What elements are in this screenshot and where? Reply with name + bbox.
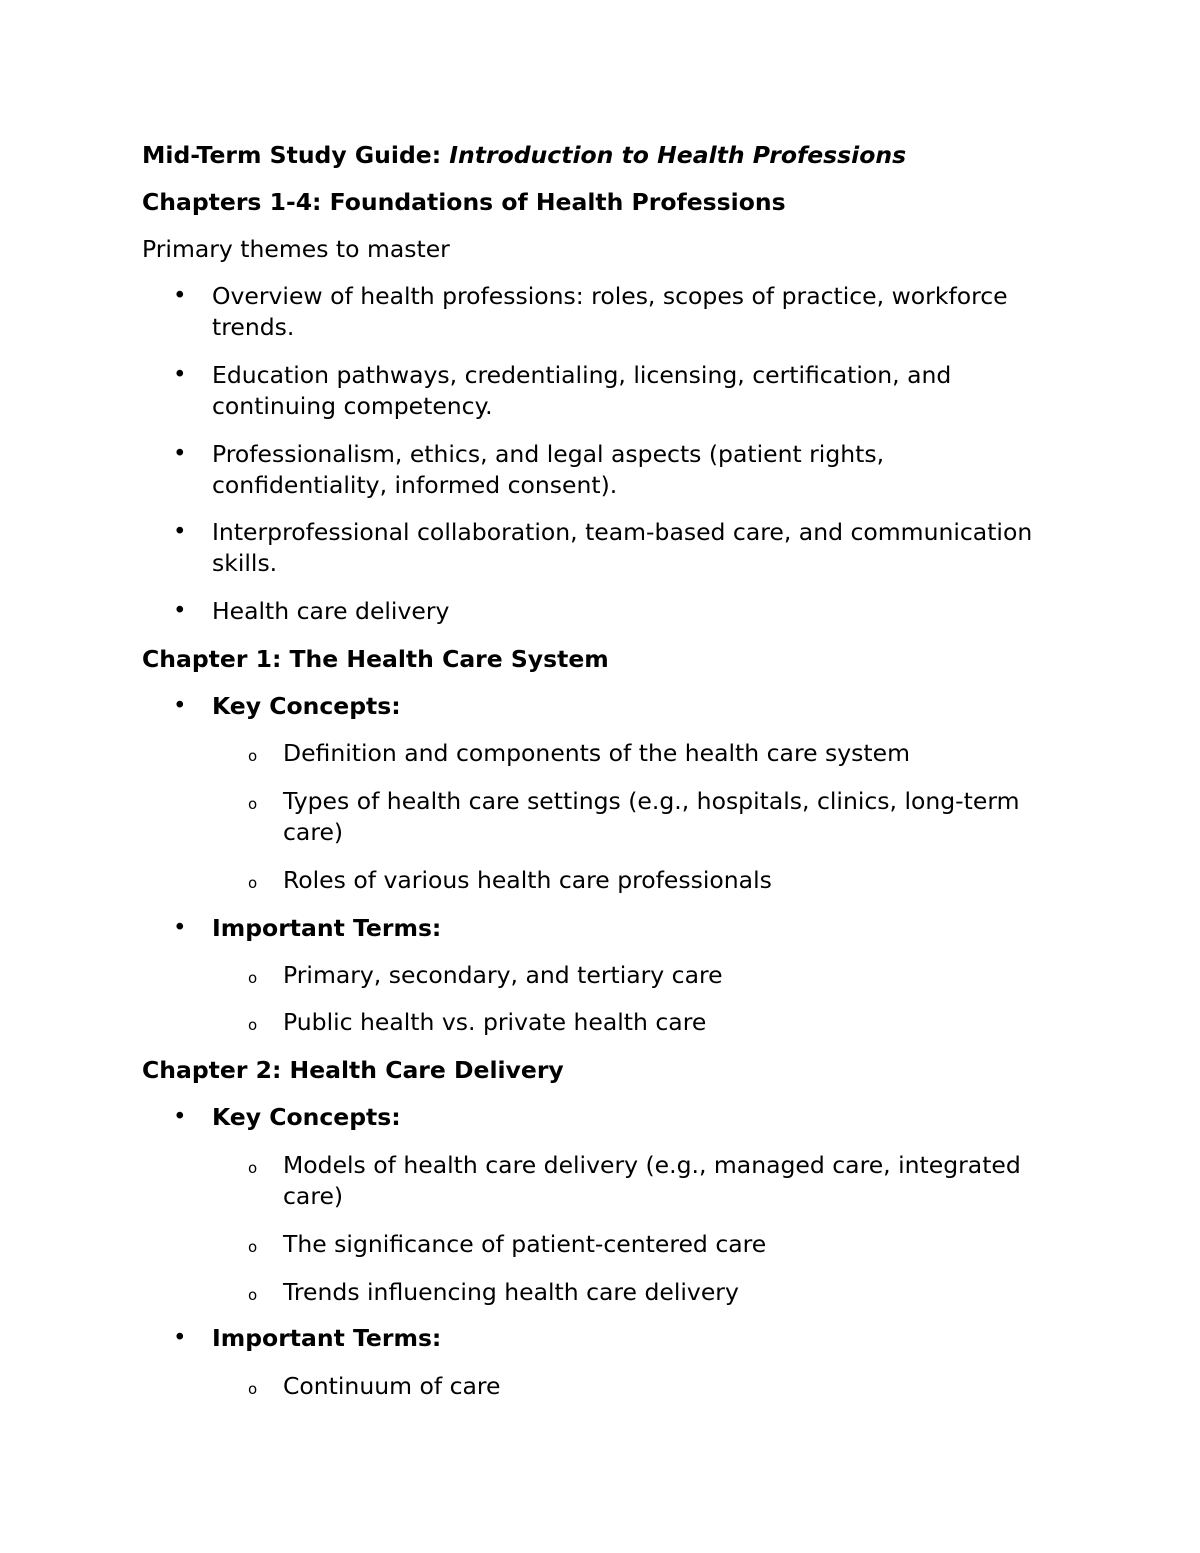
bullet-icon: • <box>173 598 187 624</box>
document-title <box>142 140 906 171</box>
list-item-line: Professionalism, ethics, and legal aspects (patient rights, <box>212 440 885 468</box>
bullet-icon: • <box>173 693 187 719</box>
list-item-line: Models of health care delivery (e.g., managed care, integrated <box>283 1151 1021 1179</box>
list-item-line: confidentiality, informed consent). <box>212 471 618 499</box>
list-item-line: Public health vs. private health care <box>283 1008 707 1036</box>
sub-bullet-icon: o <box>248 1159 258 1177</box>
list-item-line: skills. <box>212 549 278 577</box>
terms-label: Important Terms: <box>212 1324 442 1352</box>
list-item-line: Overview of health professions: roles, scopes of practice, workforce <box>212 282 1008 310</box>
bullet-icon: • <box>173 441 187 467</box>
list-item-line: Roles of various health care professionals <box>283 866 772 894</box>
list-item-line: Primary, secondary, and tertiary care <box>283 961 723 989</box>
bullet-icon: • <box>173 1325 187 1351</box>
terms-label: Important Terms: <box>212 914 442 942</box>
list-item-line: Health care delivery <box>212 597 450 625</box>
title-course-name: Introduction to Health Professions <box>449 141 907 169</box>
sub-bullet-icon: o <box>248 795 258 813</box>
key-concepts-label: Key Concepts: <box>212 692 401 720</box>
list-item-line: trends. <box>212 313 295 341</box>
sub-bullet-icon: o <box>248 1380 258 1398</box>
list-item-line: Definition and components of the health care system <box>283 739 910 767</box>
bullet-icon: • <box>173 1104 187 1130</box>
list-item-line: Types of health care settings (e.g., hospitals, clinics, long-term <box>283 787 1020 815</box>
sub-bullet-icon: o <box>248 874 258 892</box>
list-item-line: The significance of patient-centered care <box>283 1230 767 1258</box>
list-item-line: care) <box>283 1182 344 1210</box>
list-item-line: continuing competency. <box>212 392 493 420</box>
title-prefix: Mid-Term Study Guide: <box>142 141 450 169</box>
list-item-line: Education pathways, credentialing, licensing, certification, and <box>212 361 952 389</box>
list-item-line: Trends influencing health care delivery <box>283 1278 739 1306</box>
chapter2-heading: Chapter 2: Health Care Delivery <box>142 1056 564 1084</box>
bullet-icon: • <box>173 283 187 309</box>
key-concepts-label: Key Concepts: <box>212 1103 401 1131</box>
intro-text: Primary themes to master <box>142 235 450 263</box>
sub-bullet-icon: o <box>248 1238 258 1256</box>
list-item-line: Interprofessional collaboration, team-based care, and communication <box>212 518 1033 546</box>
bullet-icon: • <box>173 519 187 545</box>
bullet-icon: • <box>173 915 187 941</box>
sub-bullet-icon: o <box>248 969 258 987</box>
chapter1-heading: Chapter 1: The Health Care System <box>142 645 609 673</box>
sub-bullet-icon: o <box>248 1286 258 1304</box>
section-heading: Chapters 1-4: Foundations of Health Professions <box>142 188 786 216</box>
sub-bullet-icon: o <box>248 747 258 765</box>
list-item-line: care) <box>283 818 344 846</box>
list-item-line: Continuum of care <box>283 1372 501 1400</box>
bullet-icon: • <box>173 362 187 388</box>
sub-bullet-icon: o <box>248 1016 258 1034</box>
